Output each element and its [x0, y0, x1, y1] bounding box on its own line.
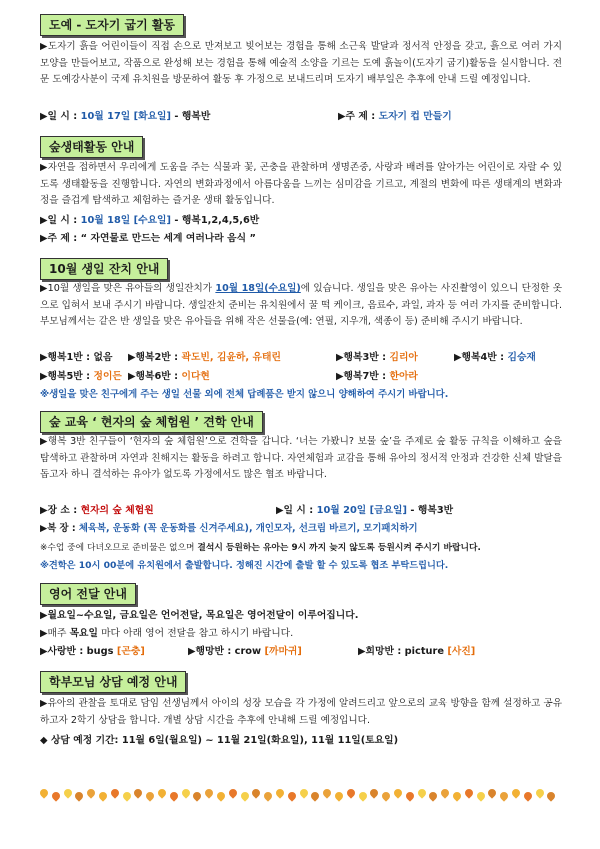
leaf-icon — [204, 787, 215, 798]
leaf-icon — [286, 790, 297, 801]
section-title-birthday: 10월 생일 잔치 안내 — [40, 258, 168, 280]
field-trip-place-line: ▶장 소 : 현자의 숲 체험원 — [40, 505, 154, 516]
english-schedule-line: ▶월요일~수요일, 금요일은 언어전달, 목요일은 영어전달이 이루어집니다. — [40, 610, 359, 621]
leaf-icon — [404, 790, 415, 801]
leaf-icon — [298, 787, 309, 798]
leaf-icon — [121, 790, 132, 801]
leaf-icon — [487, 787, 498, 798]
leaf-icon — [546, 790, 557, 801]
leaf-icon — [227, 787, 238, 798]
field-trip-note-1: ※수업 중에 다녀오므로 준비물은 없으며 결석시 등원하는 유아는 9시 까지 늦지 않도록 등원시켜 주시기 바랍니다. — [40, 543, 481, 553]
section-title-english: 영어 전달 안내 — [40, 583, 136, 605]
leaf-icon — [86, 787, 97, 798]
leaf-icon — [168, 790, 179, 801]
section-title-field-trip: 숲 교육 ‘ 현자의 숲 체험원 ’ 견학 안내 — [40, 411, 263, 433]
leaf-icon — [192, 790, 203, 801]
leaf-icon — [345, 787, 356, 798]
leaf-icon — [428, 790, 439, 801]
leaf-icon — [510, 787, 521, 798]
leaf-icon — [451, 790, 462, 801]
birthday-class-1: ▶행복1반 : 없음 — [40, 352, 113, 363]
forest-ecology-theme-line: ▶주 제 : “ 자연물로 만드는 세계 여러나라 음식 ” — [40, 233, 256, 244]
counseling-description: ▶유아의 관찰을 토대로 담임 선생님께서 아이의 성장 모습을 각 가정에 알려드리고 앞으로의 교육 방향을 함께 설정하고 공유하고자 2학기 상담을 합니다. 개별 상담 시간을 추후에 안내해 드릴 예정입니다. — [40, 698, 562, 726]
leaf-icon — [440, 787, 451, 798]
leaf-icon — [322, 787, 333, 798]
leaf-icon — [357, 790, 368, 801]
forest-ecology-description: ▶자연을 접하면서 우리에게 도움을 주는 식물과 꽃, 곤충을 관찰하며 생명존중, 사랑과 배려를 알아가는 어린이로 자랄 수 있도록 생태활동을 진행합니다. 자연의 변화과정에서 아름다움을 느끼는 심미감을 기르고, 계절의 변화에 따른 생태계의 변화과정을 즐겁게 탐색하고 체험하는 즐거운 생태 활동입니다. — [40, 162, 562, 207]
field-trip-date-line: ▶일 시 : 10월 20일 [금요일] - 행복3반 — [276, 505, 454, 516]
section-title-forest-ecology: 숲생태활동 안내 — [40, 136, 143, 158]
leaf-icon — [274, 787, 285, 798]
english-item-2: ▶행망반 : crow [까마귀] — [188, 646, 302, 657]
leaf-icon — [381, 790, 392, 801]
birthday-note: ※생일을 맞은 친구에게 주는 생일 선물 외에 전체 답례품은 받지 않으니 양해하여 주시기 바랍니다. — [40, 389, 449, 400]
leaf-icon — [392, 787, 403, 798]
leaf-icon — [74, 790, 85, 801]
section-title-pottery: 도예 - 도자기 굽기 활동 — [40, 14, 184, 36]
leaf-icon — [156, 787, 167, 798]
birthday-class-7: ▶행복7반 : 한아라 — [336, 371, 418, 382]
leaf-icon — [215, 790, 226, 801]
field-trip-note-2: ※견학은 10시 00분에 유치원에서 출발합니다. 정해진 시간에 출발 할 수 있도록 협조 부탁드립니다. — [40, 560, 449, 571]
leaf-icon — [333, 790, 344, 801]
birthday-class-2: ▶행복2반 : 곽도빈, 김윤하, 유태린 — [128, 352, 281, 363]
leaf-icon — [133, 787, 144, 798]
birthday-class-5: ▶행복5반 : 정이든 — [40, 371, 122, 382]
leaf-icon — [62, 787, 73, 798]
section-title-counseling: 학부모님 상담 예정 안내 — [40, 671, 186, 693]
counseling-period: ◆ 상담 예정 기간: 11월 6일(월요일) ~ 11월 21일(화요일), 11월 11일(토요일) — [40, 735, 399, 746]
leaf-icon — [475, 790, 486, 801]
english-item-1: ▶사랑반 : bugs [곤충] — [40, 646, 145, 657]
leaf-icon — [180, 787, 191, 798]
leaf-icon — [369, 787, 380, 798]
autumn-leaves-decoration — [40, 788, 562, 802]
leaf-icon — [534, 787, 545, 798]
english-item-3: ▶희망반 : picture [사진] — [358, 646, 476, 657]
leaf-icon — [310, 790, 321, 801]
pottery-date-line: ▶일 시 : 10월 17일 [화요일] - 행복반 — [40, 111, 211, 122]
leaf-icon — [463, 787, 474, 798]
leaf-icon — [416, 787, 427, 798]
english-thursday-line: ▶매주 목요일 마다 아래 영어 전달을 참고 하시기 바랍니다. — [40, 628, 294, 639]
leaf-icon — [263, 790, 274, 801]
leaf-icon — [251, 787, 262, 798]
leaf-icon — [38, 787, 49, 798]
leaf-icon — [97, 790, 108, 801]
field-trip-description: ▶행복 3반 친구들이 ‘현자의 숲 체험원’으로 견학을 갑니다. ‘너는 가봤니? 보물 숲’을 주제로 숲 활동 규칙을 이해하고 숲을 탐색하고 관찰하며 자연과 친해지는 활동을 하려고 합니다. 자연체험과 교감을 통해 유아의 정서적 안정과 건강한 신체 발달을 돕고자 하니 결석하는 유아가 없도록 가정에서도 많은 협조 바랍니다. — [40, 436, 562, 481]
field-trip-attire-line: ▶복 장 : 체육복, 운동화 (꼭 운동화를 신겨주세요), 개인모자, 선크림 바르기, 모기패치하기 — [40, 523, 418, 534]
leaf-icon — [109, 787, 120, 798]
birthday-date: 10월 18일(수요일) — [215, 283, 301, 294]
forest-ecology-date-line: ▶일 시 : 10월 18일 [수요일] - 행복1,2,4,5,6반 — [40, 215, 260, 226]
pottery-theme-line: ▶주 제 : 도자기 컵 만들기 — [338, 111, 452, 122]
leaf-icon — [50, 790, 61, 801]
birthday-description: ▶10월 생일을 맞은 유아들의 생일잔치가 10월 18일(수요일)에 있습니다. 생일을 맞은 유아는 사진촬영이 있으니 단정한 옷으로 입혀서 보내 주시기 바랍니다. 생일잔치 준비는 유치원에서 꿀 떡 케이크, 음료수, 과일, 과자 등 여러 가지를 준비합니다. 부모님께서는 같은 반 생일을 맞은 유아들을 위해 작은 선물을(예: 연필, 지우개, 색종이 등) 준비해 주시기 바랍니다. — [40, 283, 562, 328]
leaf-icon — [239, 790, 250, 801]
pottery-description: ▶도자기 흙을 어린이들이 직접 손으로 만져보고 빚어보는 경험을 통해 소근육 발달과 정서적 안정을 갖고, 흙으로 여러 가지 모양을 만들어보고, 작품으로 완성해 보는 경험을 통해 예술적 소양을 기르는 도예 흙놀이(도자기 굽기)활동을 실시합니다. 전문 도예강사분이 국제 유치원을 방문하여 활동 후 가정으로 보내드리며 도자기 배부일은 추후에 안내 드릴 예정입니다. — [40, 41, 562, 86]
leaf-icon — [499, 790, 510, 801]
leaf-icon — [145, 790, 156, 801]
leaf-icon — [522, 790, 533, 801]
birthday-class-4: ▶행복4반 : 김승재 — [454, 352, 536, 363]
birthday-class-3: ▶행복3반 : 김리아 — [336, 352, 418, 363]
birthday-class-6: ▶행복6반 : 이다현 — [128, 371, 210, 382]
